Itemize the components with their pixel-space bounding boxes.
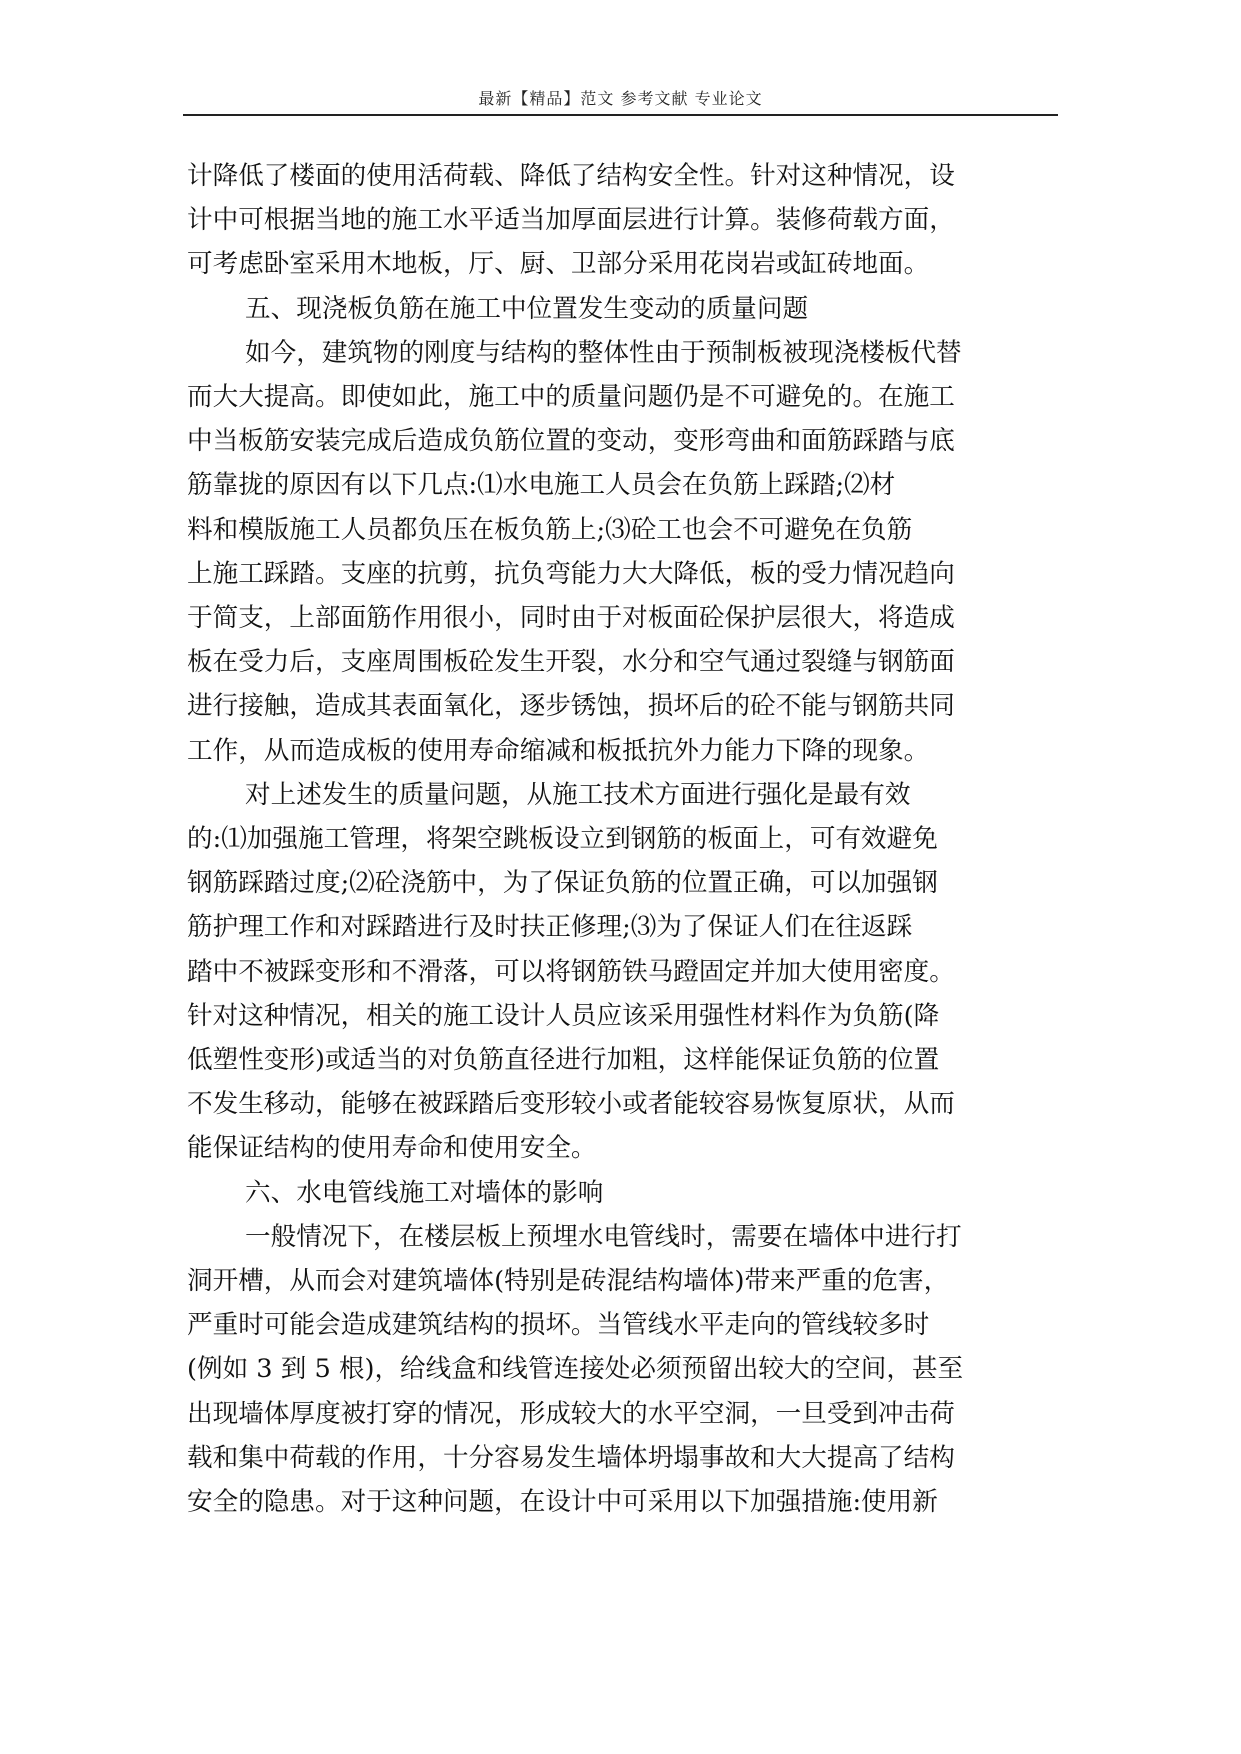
text-line: 可考虑卧室采用木地板，厅、厨、卫部分采用花岗岩或缸砖地面。	[187, 249, 930, 280]
text-line: 计降低了楼面的使用活荷载、降低了结构安全性。针对这种情况，设	[187, 161, 955, 191]
text-line: 能保证结构的使用寿命和使用安全。	[187, 1133, 597, 1164]
text-line: 五、现浇板负筋在施工中位置发生变动的质量问题	[245, 293, 809, 324]
text-line: 钢筋踩踏过度;⑵砼浇筋中，为了保证负筋的位置正确，可以加强钢	[187, 868, 938, 899]
document-body	[187, 154, 1062, 1524]
text-line: 上施工踩踏。支座的抗剪，抗负弯能力大大降低，板的受力情况趋向	[187, 558, 955, 589]
text-line: 于简支，上部面筋作用很小，同时由于对板面砼保护层很大，将造成	[187, 603, 955, 634]
text-line: 的:⑴加强施工管理，将架空跳板设立到钢筋的板面上，可有效避免	[187, 824, 938, 855]
text-line: 踏中不被踩变形和不滑落，可以将钢筋铁马蹬固定并加大使用密度。	[187, 956, 955, 987]
text-line: 计中可根据当地的施工水平适当加厚面层进行计算。装修荷载方面，	[187, 205, 955, 236]
text-line: 不发生移动，能够在被踩踏后变形较小或者能较容易恢复原状，从而	[187, 1089, 955, 1120]
text-line: 筋靠拢的原因有以下几点:⑴水电施工人员会在负筋上踩踏;⑵材	[187, 470, 896, 501]
text-line: 六、水电管线施工对墙体的影响	[245, 1177, 604, 1208]
page-header: 最新【精品】范文 参考文献 专业论文	[478, 89, 763, 108]
text-line: 工作，从而造成板的使用寿命缩减和板抵抗外力能力下降的现象。	[187, 735, 930, 766]
text-line: 一般情况下，在楼层板上预埋水电管线时，需要在墙体中进行打	[245, 1221, 962, 1252]
text-line: 洞开槽，从而会对建筑墙体(特别是砖混结构墙体)带来严重的危害，	[187, 1266, 950, 1297]
header-divider	[183, 114, 1058, 116]
text-line: 而大大提高。即使如此，施工中的质量问题仍是不可避免的。在施工	[187, 382, 955, 413]
text-line: 如今，建筑物的刚度与结构的整体性由于预制板被现浇楼板代替	[245, 337, 962, 368]
text-line: 载和集中荷载的作用，十分容易发生墙体坍塌事故和大大提高了结构	[187, 1442, 955, 1473]
text-line: 安全的隐患。对于这种问题，在设计中可采用以下加强措施:使用新	[187, 1487, 938, 1518]
text-line: 进行接触，造成其表面氧化，逐步锈蚀，损坏后的砼不能与钢筋共同	[187, 691, 955, 722]
text-line: 出现墙体厚度被打穿的情况，形成较大的水平空洞，一旦受到冲击荷	[187, 1398, 955, 1429]
text-line: 对上述发生的质量问题，从施工技术方面进行强化是最有效	[245, 779, 911, 810]
text-line: (例如 3 到 5 根)，给线盒和线管连接处必须预留出较大的空间，甚至	[187, 1354, 964, 1385]
text-line: 针对这种情况，相关的施工设计人员应该采用强性材料作为负筋(降	[187, 1000, 940, 1031]
text-line: 中当板筋安装完成后造成负筋位置的变动，变形弯曲和面筋踩踏与底	[187, 426, 955, 457]
text-line: 料和模版施工人员都负压在板负筋上;⑶砼工也会不可避免在负筋	[187, 514, 913, 545]
text-line: 低塑性变形)或适当的对负筋直径进行加粗，这样能保证负筋的位置	[187, 1045, 940, 1076]
text-line: 板在受力后，支座周围板砼发生开裂，水分和空气通过裂缝与钢筋面	[187, 647, 955, 678]
text-line: 严重时可能会造成建筑结构的损坏。当管线水平走向的管线较多时	[187, 1310, 930, 1341]
text-line: 筋护理工作和对踩踏进行及时扶正修理;⑶为了保证人们在往返踩	[187, 912, 913, 943]
